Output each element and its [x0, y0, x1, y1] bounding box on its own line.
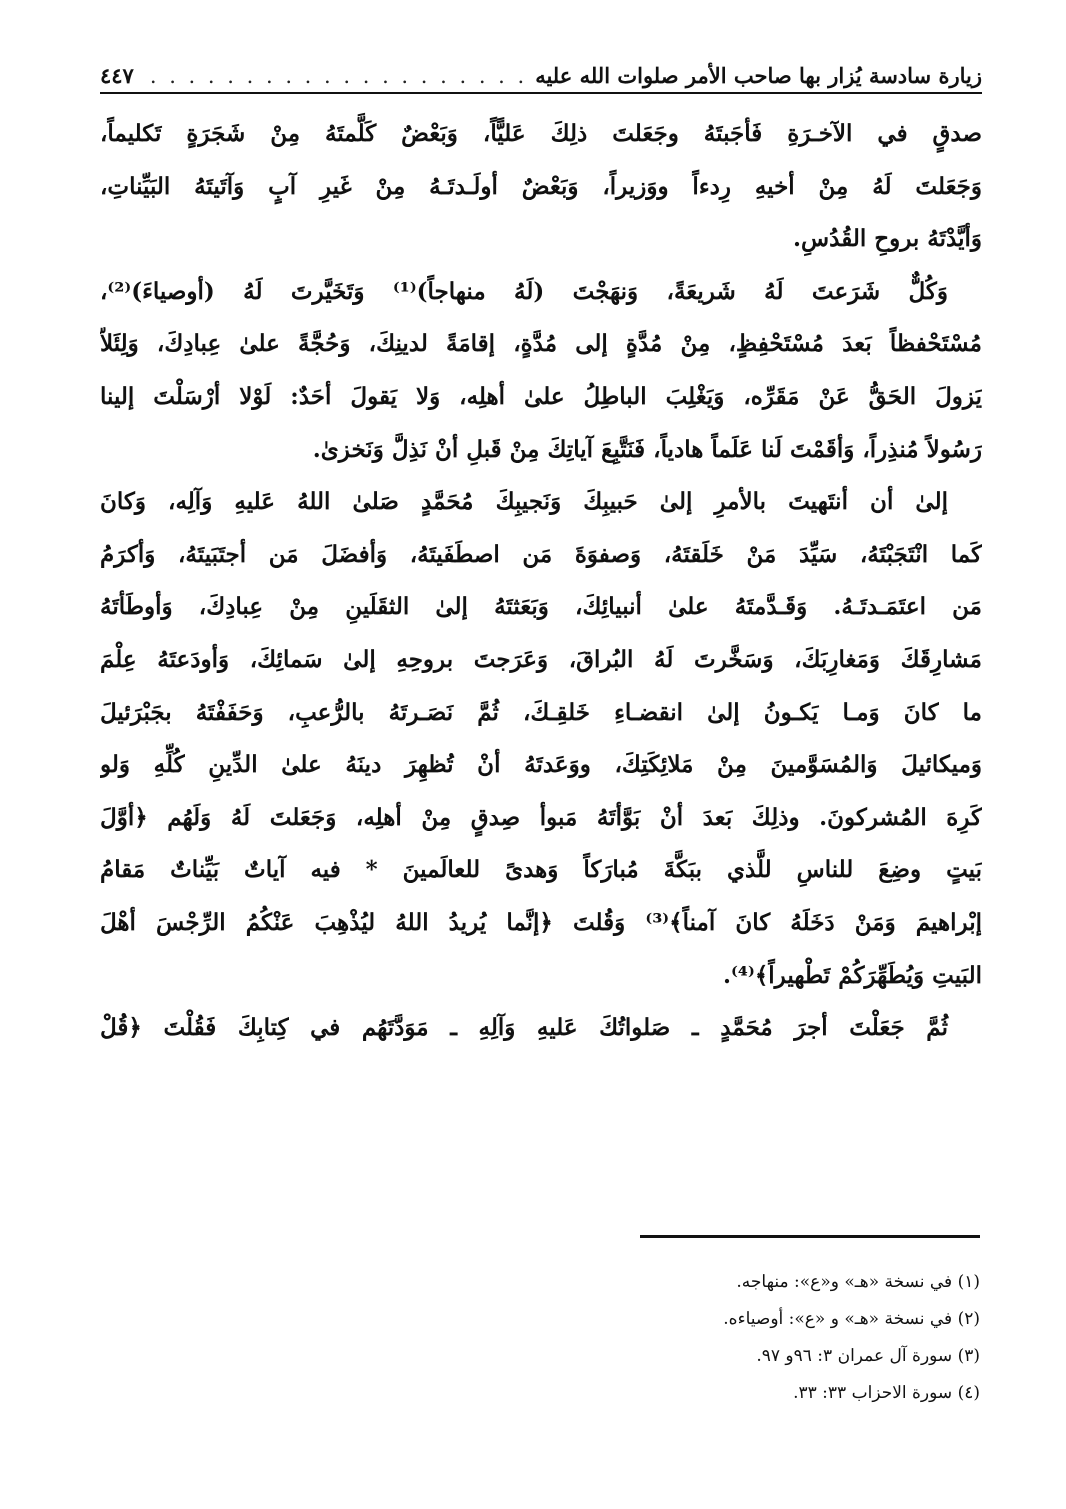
footnote: (١) في نسخة «هـ» و«ع»: منهاجه.: [736, 1272, 980, 1292]
text-line: وَميكائيلَ وَالمُسَوَّمينَ مِنْ مَلائِكَتِكَ، ووَعَدتَهُ أنْ تُظهِرَ دينَهُ علىٰ الدِّينِ كُلِّهِ وَلو: [100, 751, 982, 779]
footnote: (٤) سورة الاحزاب ٣٣: ٣٣.: [793, 1383, 980, 1403]
text-line: ثُمَّ جَعَلْتَ أجرَ مُحَمَّدٍ ـ صَلواتُكَ عَليهِ وَآلِهِ ـ مَوَدَّتَهُم في كِتابِكَ فَقُلْتَ ﴿قُلْ: [100, 1014, 948, 1042]
text-line: وَجَعَلتَ لَهُ مِنْ أخيهِ رِدءاً ووَزيراً، وَبَعْضٌ أولَـدتَـهُ مِنْ غَيرِ آبٍ وَآتَيتَهُ البَيِّناتِ،: [100, 172, 982, 200]
text-line: مَشارِقَكَ وَمَغارِبَكَ، وَسَخَّرتَ لَهُ البُراقَ، وَعَرَجتَ بروحِهِ إلىٰ سَمائِكَ، وَأودَعتَهُ عِلْمَ: [100, 645, 982, 673]
footnote: (٢) في نسخة «هـ» و «ع»: أوصياءه.: [723, 1309, 980, 1329]
text-line: كَرِهَ المُشركونَ. وذلِكَ بَعدَ أنْ بَوَّأتَهُ مَبوأ صِدقٍ مِنْ أهلِه، وَجَعَلتَ لَهُ وَلَهُم ﴿أوَّلَ: [100, 803, 982, 831]
text-line: وَكُلٌّ شَرَعتَ لَهُ شَريعَةً، وَنهَجْتَ (لَهُ منهاجاً)⁽¹⁾ وَتَخَيَّرتَ لَهُ (أوصياءَ)⁽²⁾،: [100, 277, 948, 305]
text-line: صدقٍ في الآخـرَةِ فَأجَبتَهُ وجَعَلتَ ذلِكَ عَليًّاً، وَبَعْضٌ كَلَّمتَهُ مِنْ شَجَرَةٍ تَكليماً،: [100, 120, 982, 147]
text-line: رَسُولاً مُنذِراً، وَأقَمْتَ لَنا عَلَماً هادياً، فَنَتَّبِعَ آياتِكَ مِنْ قَبلِ أنْ نَذِلَّ وَنَخزىٰ.: [312, 435, 982, 463]
text-line: إبْراهيمَ وَمَنْ دَخَلَهُ كانَ آمناً﴾⁽³⁾ وَقُلتَ ﴿إنَّما يُريدُ اللهُ ليُذْهِبَ عَنْكُمُ الرِّجْسَ أهْلَ: [100, 908, 982, 936]
text-line: وَأيَّدْتَهُ بروحِ القُدُسِ.: [793, 225, 982, 253]
footnote-rule: [640, 1235, 980, 1238]
text-line: مُسْتَحْفظاً بَعدَ مُسْتَحْفِظٍ، مِنْ مُدَّةٍ إلى مُدَّةٍ، إقامَةً لدينِكَ، وَحُجَّةً علىٰ عِبادِكَ، وَلِئَلاّ: [100, 330, 982, 358]
header-leader-dots: [138, 64, 531, 88]
running-header: [100, 44, 982, 88]
text-line: بَيتٍ وضِعَ للناسِ للَّذي ببَكَّةَ مُبارَكاً وَهدىً للعالَمينَ * فيه آياتٌ بَيِّناتٌ مَقامُ: [100, 856, 982, 884]
text-line: إلىٰ أن أنتَهيتَ بالأمرِ إلىٰ حَبيبِكَ وَنَجيبِكَ مُحَمَّدٍ صَلىٰ اللهُ عَليهِ وَآلِه، وَكانَ: [100, 488, 948, 516]
footnote: (٣) سورة آل عمران ٣: ٩٦و ٩٧.: [756, 1346, 980, 1366]
footnotes: [560, 1264, 980, 1412]
text-line: كَما انْتَجَبْتَهُ، سَيِّدَ مَنْ خَلَقتَهُ، وَصفوَةَ مَن اصطَفَيتَهُ، وَأفضَلَ مَن أجتَبَيتَهُ، وَأكرَمُ: [100, 540, 982, 568]
main-text: [100, 108, 982, 1055]
page-number: ٤٤٧: [100, 63, 134, 88]
text-line: مَن اعتَمَـدتَـهُ. وَقَـدَّمتَهُ علىٰ أنبيائِكَ، وَبَعَثتَهُ إلىٰ الثقَلَينِ مِنْ عِبادِكَ، وَأوطَأتَهُ: [100, 593, 982, 621]
text-line: ما كانَ وَمـا يَكـونُ إلىٰ انقضـاءِ خَلقِـكَ، ثُمَّ نَصَـرتَهُ بالرُّعبِ، وَحَفَفْتَهُ بجَبْرَئيلَ: [100, 698, 982, 726]
header-title: زيارة سادسة يُزار بها صاحب الأمر صلوات الله عليه: [535, 63, 982, 88]
text-line: البَيتِ وَيُطَهِّرَكُمْ تَطْهيراً﴾⁽⁴⁾.: [723, 961, 982, 989]
text-line: يَزولَ الحَقُّ عَنْ مَقَرِّه، وَيَغْلِبَ الباطِلُ علىٰ أهلِه، وَلا يَقولَ أحَدٌ: لَوْلا أرْسَلْتَ إلينا: [100, 382, 982, 410]
header-rule: [100, 92, 982, 94]
